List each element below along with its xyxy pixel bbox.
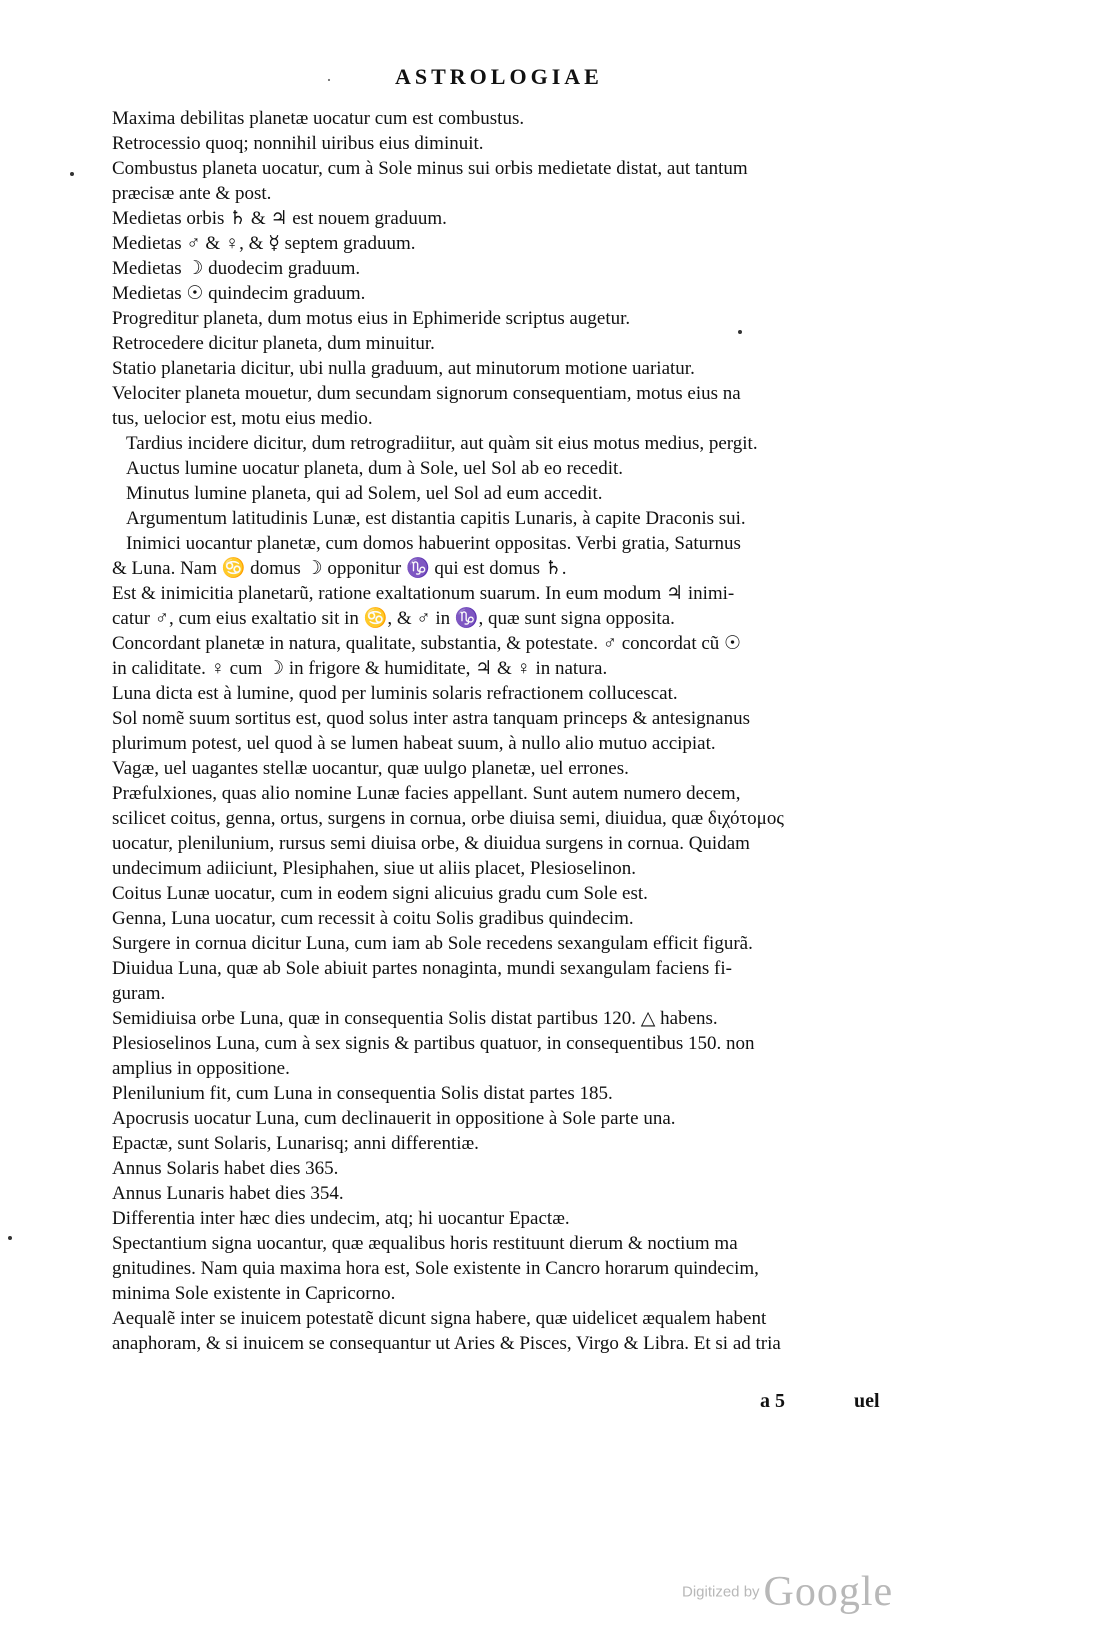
text-line: Retrocedere dicitur planeta, dum minuitur. bbox=[112, 333, 435, 354]
text-line: Inimici uocantur planetæ, cum domos habuerint oppositas. Verbi gratia, Saturnus bbox=[126, 533, 741, 554]
body-text bbox=[112, 106, 882, 1356]
text-line: Luna dicta est à lumine, quod per luminis solaris refractionem collucescat. bbox=[112, 683, 678, 704]
text-line: Vagæ, uel uagantes stellæ uocantur, quæ uulgo planetæ, uel errones. bbox=[112, 758, 629, 779]
text-line: gnitudines. Nam quia maxima hora est, Sole existente in Cancro horarum quindecim, bbox=[112, 1258, 759, 1279]
text-line: Progreditur planeta, dum motus eius in Ephimeride scriptus augetur. bbox=[112, 308, 631, 329]
text-line: Maxima debilitas planetæ uocatur cum est combustus. bbox=[112, 108, 525, 129]
watermark-prefix: Digitized by bbox=[682, 1583, 760, 1601]
text-line: Tardius incidere dicitur, dum retrogradiitur, aut quàm sit eius motus medius, pergit. bbox=[126, 433, 758, 454]
text-line: Differentia inter hæc dies undecim, atq; hi uocantur Epactæ. bbox=[112, 1208, 570, 1229]
page-speck bbox=[738, 330, 742, 334]
text-line: Retrocessio quoq; nonnihil uiribus eius diminuit. bbox=[112, 133, 484, 154]
text-line: Annus Lunaris habet dies 354. bbox=[112, 1183, 344, 1204]
google-logo: Google bbox=[763, 1569, 894, 1615]
text-line: Aequalẽ inter se inuicem potestatẽ dicunt signa habere, quæ uidelicet æqualem habent bbox=[112, 1308, 767, 1329]
text-line: Apocrusis uocatur Luna, cum declinauerit in oppositione à Sole parte una. bbox=[112, 1108, 676, 1129]
text-line: plurimum potest, uel quod à se lumen habeat suum, à nullo alio mutuo accipiat. bbox=[112, 733, 716, 754]
text-line: Diuidua Luna, quæ ab Sole abiuit partes nonaginta, mundi sexangulam faciens fi- bbox=[112, 958, 732, 979]
page-speck: · bbox=[326, 70, 332, 90]
text-line: undecimum adiiciunt, Plesiphahen, siue ut aliis placet, Plesioselinon. bbox=[112, 858, 636, 879]
text-line: præcisæ ante & post. bbox=[112, 183, 272, 204]
text-line: catur ♂, cum eius exaltatio sit in ♋, & ♂ in ♑, quæ sunt signa opposita. bbox=[112, 608, 675, 629]
text-line: & Luna. Nam ♋ domus ☽ opponitur ♑ qui est domus ♄. bbox=[112, 558, 567, 579]
text-line: Sol nomẽ suum sortitus est, quod solus inter astra tanquam princeps & antesignanus bbox=[112, 708, 751, 729]
text-line: Surgere in cornua dicitur Luna, cum iam ab Sole recedens sexangulam efficit figurã. bbox=[112, 933, 753, 954]
text-line: anaphoram, & si inuicem se consequantur ut Aries & Pisces, Virgo & Libra. Et si ad tria bbox=[112, 1333, 781, 1354]
running-head: ASTROLOGIAE bbox=[395, 64, 603, 89]
signature-mark: a 5 bbox=[760, 1390, 785, 1412]
text-line: uocatur, plenilunium, rursus semi diuisa orbe, & diuidua surgens in cornua. Quidam bbox=[112, 833, 750, 854]
text-line: Medietas orbis ♄ & ♃ est nouem graduum. bbox=[112, 208, 447, 229]
text-line: Semidiuisa orbe Luna, quæ in consequentia Solis distat partibus 120. △ habens. bbox=[112, 1008, 718, 1029]
digitized-watermark bbox=[682, 1568, 893, 1616]
text-line: scilicet coitus, genna, ortus, surgens in cornua, orbe diuisa semi, diuidua, quæ διχότομος bbox=[112, 808, 784, 829]
text-line: Spectantium signa uocantur, quæ æqualibus horis restituunt dierum & noctium ma bbox=[112, 1233, 738, 1254]
text-line: Velociter planeta mouetur, dum secundam signorum consequentiam, motus eius na bbox=[112, 383, 741, 404]
margin-speck bbox=[70, 172, 74, 176]
text-line: Minutus lumine planeta, qui ad Solem, uel Sol ad eum accedit. bbox=[126, 483, 603, 504]
text-line: amplius in oppositione. bbox=[112, 1058, 290, 1079]
text-line: Statio planetaria dicitur, ubi nulla graduum, aut minutorum motione uariatur. bbox=[112, 358, 695, 379]
text-line: Argumentum latitudinis Lunæ, est distantia capitis Lunaris, à capite Draconis sui. bbox=[126, 508, 746, 529]
text-line: Plesioselinos Luna, cum à sex signis & partibus quatuor, in consequentibus 150. non bbox=[112, 1033, 755, 1054]
text-line: Coitus Lunæ uocatur, cum in eodem signi alicuius gradu cum Sole est. bbox=[112, 883, 648, 904]
text-line: Medietas ☽ duodecim graduum. bbox=[112, 258, 361, 279]
text-line: minima Sole existente in Capricorno. bbox=[112, 1283, 396, 1304]
text-line: Combustus planeta uocatur, cum à Sole minus sui orbis medietate distat, aut tantum bbox=[112, 158, 748, 179]
text-line: Genna, Luna uocatur, cum recessit à coitu Solis gradibus quindecim. bbox=[112, 908, 634, 929]
text-line: Epactæ, sunt Solaris, Lunarisq; anni differentiæ. bbox=[112, 1133, 479, 1154]
text-line: guram. bbox=[112, 983, 166, 1004]
text-line: Concordant planetæ in natura, qualitate, substantia, & potestate. ♂ concordat cũ ☉ bbox=[112, 633, 742, 654]
text-line: Præfulxiones, quas alio nomine Lunæ facies appellant. Sunt autem numero decem, bbox=[112, 783, 741, 804]
text-line: tus, uelocior est, motu eius medio. bbox=[112, 408, 373, 429]
text-line: Medietas ☉ quindecim graduum. bbox=[112, 283, 366, 304]
margin-speck bbox=[8, 1236, 12, 1240]
text-line: Medietas ♂ & ♀, & ☿ septem graduum. bbox=[112, 233, 416, 254]
catchword: uel bbox=[854, 1390, 880, 1412]
text-line: Est & inimicitia planetarũ, ratione exaltationum suarum. In eum modum ♃ inimi- bbox=[112, 583, 735, 604]
text-line: Auctus lumine uocatur planeta, dum à Sole, uel Sol ab eo recedit. bbox=[126, 458, 624, 479]
text-line: Annus Solaris habet dies 365. bbox=[112, 1158, 339, 1179]
text-line: Plenilunium fit, cum Luna in consequentia Solis distat partes 185. bbox=[112, 1083, 613, 1104]
text-line: in caliditate. ♀ cum ☽ in frigore & humiditate, ♃ & ♀ in natura. bbox=[112, 658, 608, 679]
